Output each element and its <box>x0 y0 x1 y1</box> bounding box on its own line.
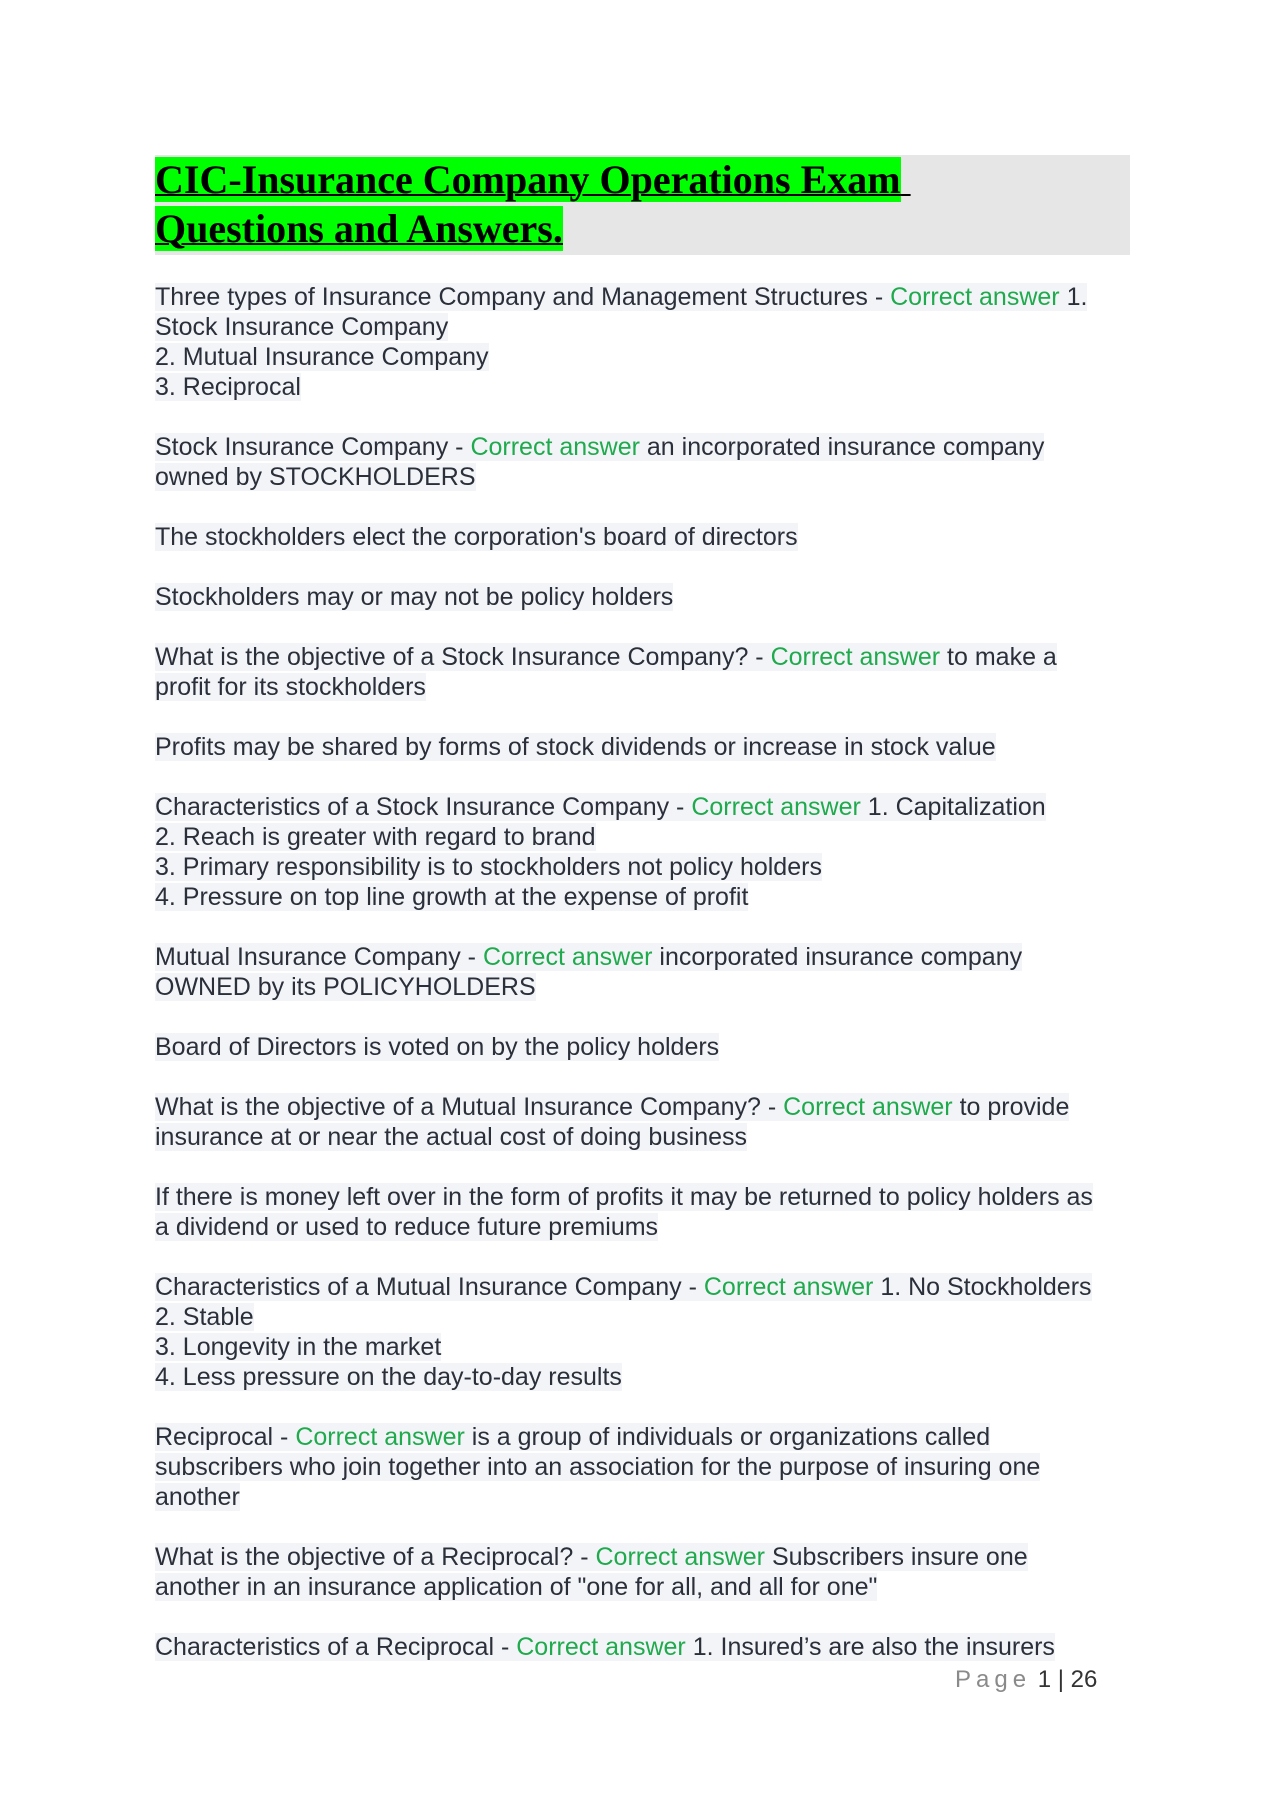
qa-entry <box>155 1632 1135 1662</box>
note-text: The stockholders elect the corporation's board of directors <box>155 523 798 551</box>
answer-text: 2. Mutual Insurance Company <box>155 343 489 371</box>
question-text: Stock Insurance Company - <box>155 433 464 461</box>
answer-text: owned by STOCKHOLDERS <box>155 463 476 491</box>
correct-answer-label: Correct answer <box>783 1093 953 1121</box>
correct-answer-label: Correct answer <box>482 943 653 971</box>
answer-text: to provide <box>959 1093 1070 1121</box>
correct-answer-label: Correct answer <box>770 643 941 671</box>
answer-text: another in an insurance application of "one for all, and all for one" <box>155 1573 878 1601</box>
page-title <box>155 155 1130 253</box>
note-entry <box>155 732 1135 762</box>
qa-entry <box>155 792 1135 912</box>
correct-answer-label: Correct answer <box>691 793 861 821</box>
qa-entry <box>155 942 1135 1002</box>
note-text: If there is money left over in the form of profits it may be returned to policy holders as <box>155 1183 1093 1211</box>
answer-text: 4. Less pressure on the day-to-day results <box>155 1363 622 1391</box>
correct-answer-label: Correct answer <box>295 1423 465 1451</box>
answer-text: is a group of individuals or organizations called <box>471 1423 991 1451</box>
question-text: Reciprocal - <box>155 1423 289 1451</box>
note-entry <box>155 1182 1135 1242</box>
answer-text: OWNED by its POLICYHOLDERS <box>155 973 536 1001</box>
qa-entry <box>155 432 1135 492</box>
qa-entry <box>155 282 1135 402</box>
answer-text: to make a <box>947 643 1057 671</box>
answer-text: 3. Primary responsibility is to stockholders not policy holders <box>155 853 822 881</box>
note-entry <box>155 582 1135 612</box>
note-entry <box>155 522 1135 552</box>
note-text: Board of Directors is voted on by the policy holders <box>155 1033 720 1061</box>
note-text: Stockholders may or may not be policy holders <box>155 583 674 611</box>
question-text: What is the objective of a Reciprocal? - <box>155 1543 589 1571</box>
answer-text: 3. Longevity in the market <box>155 1333 442 1361</box>
answer-text: 2. Stable <box>155 1303 254 1331</box>
title-line-1: CIC-Insurance Company Operations Exam <box>155 157 901 202</box>
page-number: 1 <box>1037 1666 1052 1693</box>
answer-text: insurance at or near the actual cost of doing business <box>155 1123 748 1151</box>
question-text: Characteristics of a Mutual Insurance Company - <box>155 1273 697 1301</box>
qa-entry <box>155 1092 1135 1152</box>
correct-answer-label: Correct answer <box>703 1273 874 1301</box>
answer-text: an incorporated insurance company <box>646 433 1045 461</box>
question-text: Mutual Insurance Company - <box>155 943 476 971</box>
qa-entry <box>155 1272 1135 1392</box>
answer-text: 1. No Stockholders <box>880 1273 1092 1301</box>
answer-text: 4. Pressure on top line growth at the expense of profit <box>155 883 749 911</box>
correct-answer-label: Correct answer <box>890 283 1060 311</box>
answer-text: subscribers who join together into an association for the purpose of insuring one <box>155 1453 1041 1481</box>
note-text: Profits may be shared by forms of stock dividends or increase in stock value <box>155 733 996 761</box>
page-footer <box>955 1666 1097 1694</box>
qa-entry <box>155 1422 1135 1512</box>
question-text: What is the objective of a Mutual Insurance Company? - <box>155 1093 777 1121</box>
page-word: Page <box>955 1666 1032 1693</box>
question-text: What is the objective of a Stock Insurance Company? - <box>155 643 764 671</box>
answer-text: 1. Capitalization <box>867 793 1046 821</box>
note-text: a dividend or used to reduce future premiums <box>155 1213 659 1241</box>
correct-answer-label: Correct answer <box>516 1633 686 1661</box>
qa-entry <box>155 1542 1135 1602</box>
qa-entry <box>155 642 1135 702</box>
question-text: Characteristics of a Reciprocal - <box>155 1633 510 1661</box>
answer-text: profit for its stockholders <box>155 673 426 701</box>
answer-text: 2. Reach is greater with regard to brand <box>155 823 596 851</box>
answer-text: Stock Insurance Company <box>155 313 449 341</box>
question-text: Characteristics of a Stock Insurance Company - <box>155 793 685 821</box>
note-entry <box>155 1032 1135 1062</box>
answer-text: another <box>155 1483 240 1511</box>
answer-text: 1. <box>1066 283 1088 311</box>
title-line-2: Questions and Answers. <box>155 206 563 251</box>
answer-text: Subscribers insure one <box>771 1543 1028 1571</box>
answer-text: 1. Insured’s are also the insurers <box>692 1633 1055 1661</box>
title-block <box>155 155 1130 255</box>
correct-answer-label: Correct answer <box>470 433 640 461</box>
question-text: Three types of Insurance Company and Management Structures - <box>155 283 884 311</box>
qa-content <box>155 282 1135 1692</box>
page-total: 26 <box>1070 1666 1098 1693</box>
answer-text: incorporated insurance company <box>659 943 1023 971</box>
page-separator: | <box>1057 1666 1064 1693</box>
answer-text: 3. Reciprocal <box>155 373 301 401</box>
correct-answer-label: Correct answer <box>595 1543 765 1571</box>
